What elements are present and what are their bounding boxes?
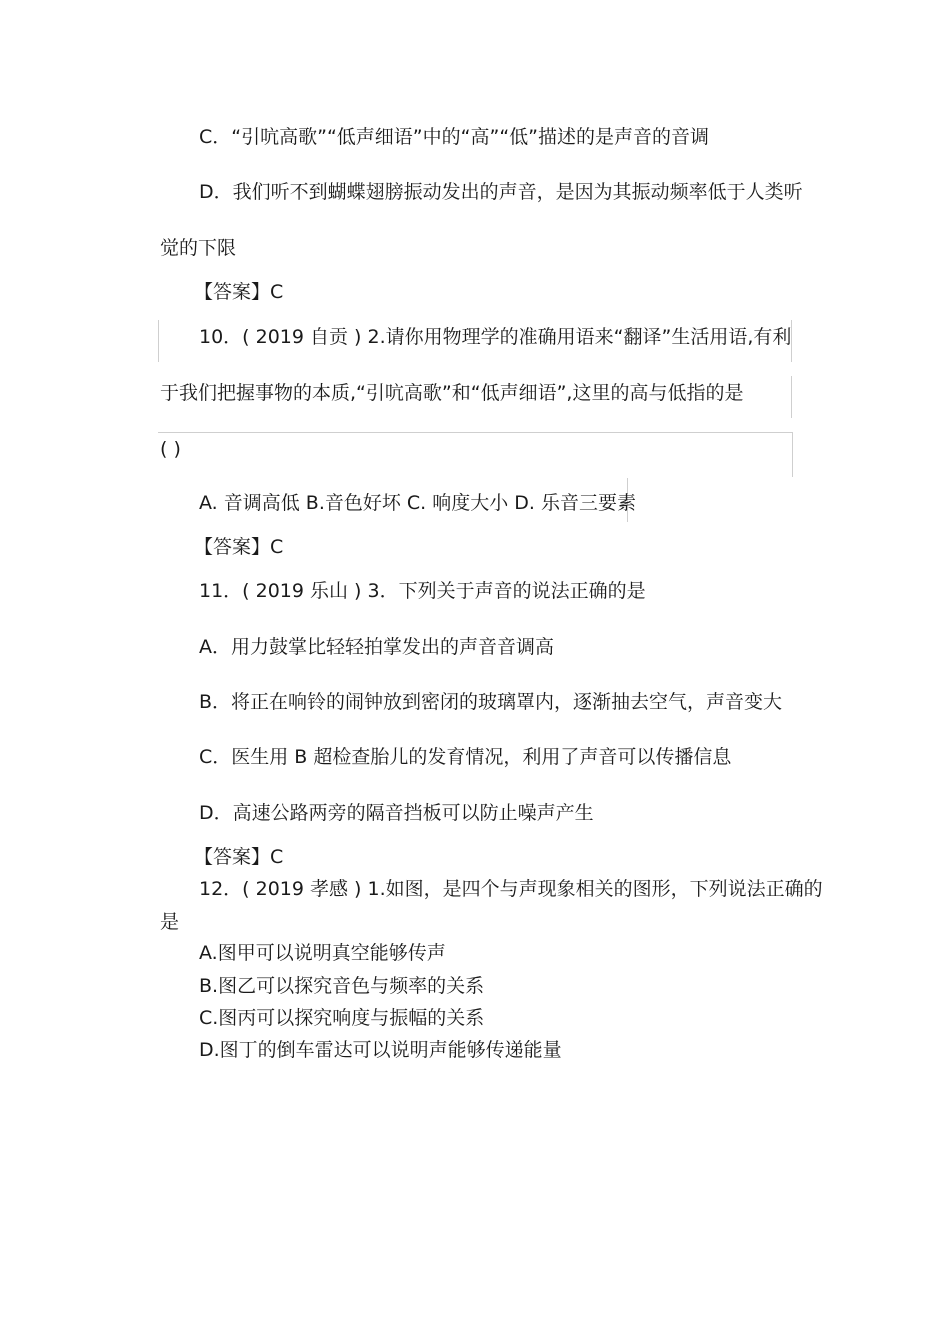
q11-answer: 【答案】C <box>194 846 284 868</box>
q10-border-left <box>158 320 159 362</box>
q11-stem: 11．( 2019 乐山 ) 3．下列关于声音的说法正确的是 <box>199 580 646 602</box>
q11-option-b: B．将正在响铃的闹钟放到密闭的玻璃罩内，逐渐抽去空气，声音变大 <box>199 691 783 713</box>
q12-option-a: A.图甲可以说明真空能够传声 <box>199 942 446 964</box>
q9-answer: 【答案】C <box>194 281 284 303</box>
q12-stem-line1: 12．( 2019 孝感 ) 1.如图，是四个与声现象相关的图形，下列说法正确的 <box>199 878 823 900</box>
q10-answer: 【答案】C <box>194 536 284 558</box>
q12-option-c: C.图丙可以探究响度与振幅的关系 <box>199 1007 485 1029</box>
q9-option-d-line2: 觉的下限 <box>160 237 237 259</box>
q10-box <box>158 432 793 477</box>
q10-stem-line3: ( ) <box>160 438 181 460</box>
q10-stem-line1: 10．( 2019 自贡 ) 2.请你用物理学的准确用语来“翻译”生活用语,有利 <box>199 326 792 348</box>
q10-options: A. 音调高低 B.音色好坏 C. 响度大小 D. 乐音三要素 <box>199 492 636 514</box>
q10-stem-line2: 于我们把握事物的本质,“引吭高歌”和“低声细语”,这里的高与低指的是 <box>160 382 744 404</box>
q12-option-b: B.图乙可以探究音色与频率的关系 <box>199 975 485 997</box>
q11-option-a: A．用力鼓掌比轻轻拍掌发出的声音音调高 <box>199 636 554 658</box>
q10-border-right-2 <box>791 376 792 418</box>
q11-option-c: C．医生用 B 超检查胎儿的发育情况，利用了声音可以传播信息 <box>199 746 732 768</box>
q9-option-c: C．“引吭高歌”“低声细语”中的“高”“低”描述的是声音的音调 <box>199 126 710 148</box>
q12-option-d: D.图丁的倒车雷达可以说明声能够传递能量 <box>199 1039 562 1061</box>
q12-stem-line2: 是 <box>160 911 180 933</box>
q11-option-d: D．高速公路两旁的隔音挡板可以防止噪声产生 <box>199 802 594 824</box>
q9-option-d-line1: D．我们听不到蝴蝶翅膀振动发出的声音，是因为其振动频率低于人类听 <box>199 181 803 203</box>
